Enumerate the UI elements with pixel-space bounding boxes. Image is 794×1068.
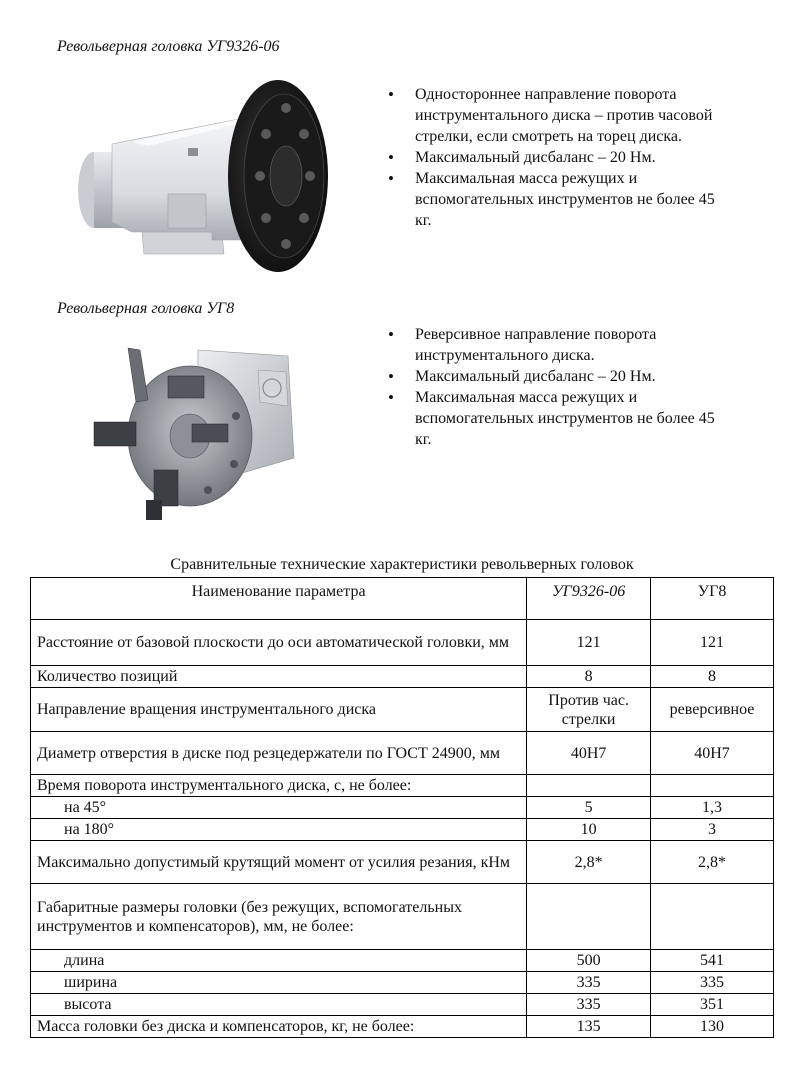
table-cell: 40H7 — [527, 732, 651, 775]
table-cell: 335 — [651, 972, 774, 994]
table-cell: 351 — [651, 994, 774, 1016]
table-cell: Максимально допустимый крутящий момент от усилия резания, кНм — [31, 841, 527, 884]
product1-features — [388, 84, 728, 231]
table-row — [31, 666, 774, 688]
table-row — [31, 841, 774, 884]
table-cell: Время поворота инструментального диска, с, не более: — [31, 775, 527, 797]
table-cell: 1,3 — [651, 797, 774, 819]
table-cell: длина — [31, 950, 527, 972]
feature-item: • Максимальная масса режущих и вспомогательных инструментов не более 45 кг. — [388, 168, 728, 231]
header-cell: УГ8 — [651, 578, 774, 620]
product1-heading: Револьверная головка УГ9326-06 — [57, 38, 280, 55]
table-cell: Направление вращения инструментального диска — [31, 688, 527, 732]
table-cell: Масса головки без диска и компенсаторов, кг, не более: — [31, 1016, 527, 1038]
table-cell — [527, 775, 651, 797]
table-row — [31, 775, 774, 797]
table-cell — [651, 884, 774, 950]
table-row — [31, 688, 774, 732]
table-row — [31, 732, 774, 775]
table-cell: ширина — [31, 972, 527, 994]
table-row — [31, 950, 774, 972]
table-cell: 3 — [651, 819, 774, 841]
table-cell: 121 — [527, 620, 651, 666]
table-cell: 130 — [651, 1016, 774, 1038]
table-cell: 10 — [527, 819, 651, 841]
table-cell: реверсивное — [651, 688, 774, 732]
table-cell: 8 — [651, 666, 774, 688]
table-cell — [651, 775, 774, 797]
table-cell: 335 — [527, 972, 651, 994]
feature-item: • Максимальная масса режущих и вспомогательных инструментов не более 45 кг. — [388, 387, 728, 450]
table-header-row — [31, 578, 774, 620]
table-cell: на 45° — [31, 797, 527, 819]
table-cell: 135 — [527, 1016, 651, 1038]
table-row — [31, 884, 774, 950]
table-row — [31, 1016, 774, 1038]
table-cell: Диаметр отверстия в диске под резцедержатели по ГОСТ 24900, мм — [31, 732, 527, 775]
table-cell: 335 — [527, 994, 651, 1016]
table-cell: 8 — [527, 666, 651, 688]
feature-item: • Максимальный дисбаланс – 20 Нм. — [388, 147, 728, 168]
table-cell: 40H7 — [651, 732, 774, 775]
product2-heading: Револьверная головка УГ8 — [57, 300, 235, 317]
table-row — [31, 620, 774, 666]
table-cell: 2,8* — [651, 841, 774, 884]
turret-head-ug9326-photo — [72, 72, 334, 272]
table-cell: 2,8* — [527, 841, 651, 884]
turret-head-ug8-photo — [88, 340, 304, 520]
table-cell: Габаритные размеры головки (без режущих, вспомогательных инструментов и компенсаторов), мм, не более: — [31, 884, 527, 950]
table-cell: 541 — [651, 950, 774, 972]
table-row — [31, 797, 774, 819]
table-cell: Против час. стрелки — [527, 688, 651, 732]
table-row — [31, 819, 774, 841]
product2-features — [388, 324, 728, 450]
spec-table — [30, 577, 774, 1038]
header-cell: Наименование параметра — [31, 578, 527, 620]
table-cell: Количество позиций — [31, 666, 527, 688]
table-cell: 500 — [527, 950, 651, 972]
table-cell — [527, 884, 651, 950]
table-cell: 5 — [527, 797, 651, 819]
table-cell: 121 — [651, 620, 774, 666]
feature-item: • Одностороннее направление поворота инструментального диска – против часовой стрелки, если смотреть на торец диска. — [388, 84, 728, 147]
table-caption: Сравнительные технические характеристики револьверных головок — [170, 556, 634, 573]
header-cell: УГ9326-06 — [527, 578, 651, 620]
table-row — [31, 972, 774, 994]
feature-item: • Максимальный дисбаланс – 20 Нм. — [388, 366, 728, 387]
table-cell: Расстояние от базовой плоскости до оси автоматической головки, мм — [31, 620, 527, 666]
feature-item: • Реверсивное направление поворота инструментального диска. — [388, 324, 728, 366]
table-row — [31, 994, 774, 1016]
table-cell: на 180° — [31, 819, 527, 841]
table-cell: высота — [31, 994, 527, 1016]
